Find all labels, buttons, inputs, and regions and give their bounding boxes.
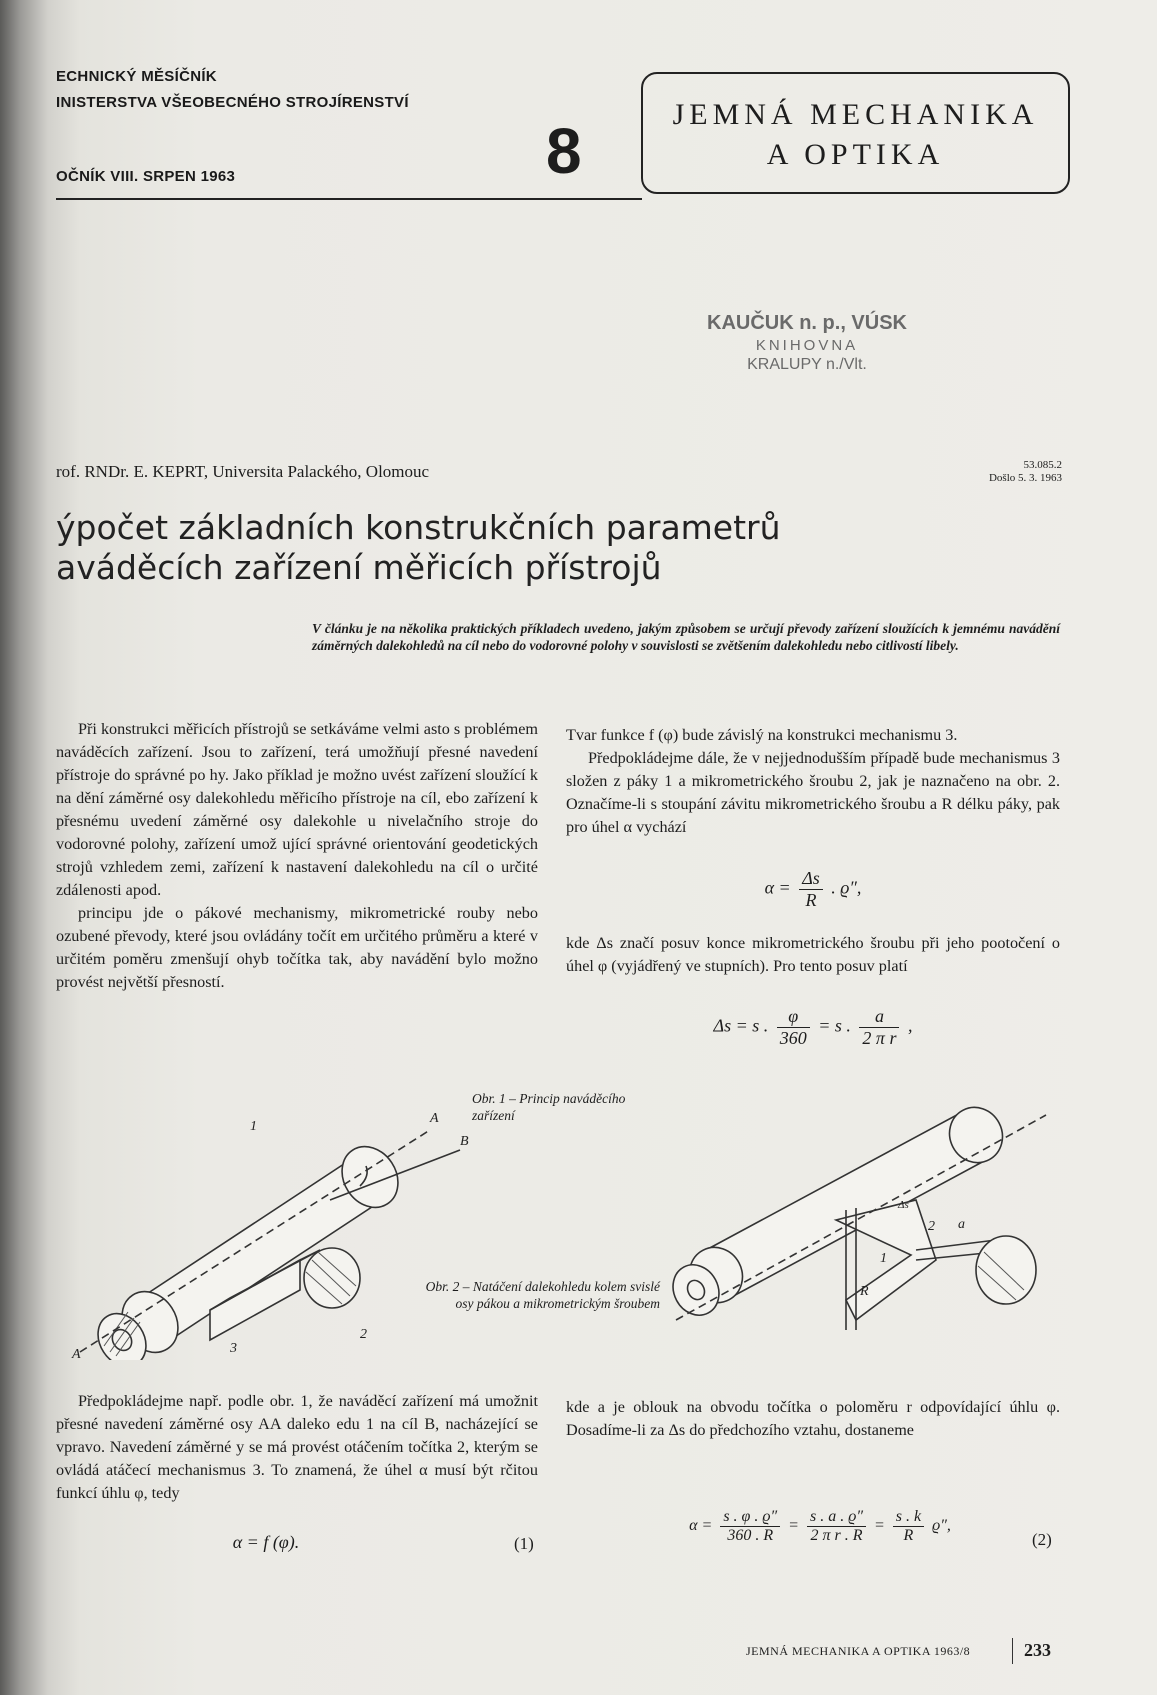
- fig2-label-a: a: [958, 1217, 965, 1232]
- equation-alpha: α = $\frac{\Delta s}{R}$ . ϱ″,: [764, 868, 862, 910]
- fig1-label-b: B: [460, 1134, 469, 1149]
- equation-1: α = f (φ).: [232, 1532, 300, 1552]
- stamp-line1: KAUČUK n. p., VÚSK: [707, 312, 907, 334]
- figure-2-diagram: [666, 1090, 1066, 1345]
- knob-shape: [304, 1248, 360, 1308]
- article-abstract: V článku je na několika praktických příkladech uvedeno, jakým způsobem se určují převody zařízení sloužících k jemnému navádění záměrných dalekohledů na cíl nebo do vodorovné polohy v souvislosti se zvětšením dalekohledu nebo citlivostí libely.: [312, 621, 1060, 653]
- stamp-line2: KNIHOVNA: [755, 337, 859, 354]
- equation-2-number: (2): [1032, 1530, 1052, 1549]
- fig1-label-3: 3: [230, 1341, 237, 1356]
- paragraph: Předpokládejme dále, že v nejjednodušším případě bude mechanismus 3 složen z páky 1 a mikrometrického šroubu 2, jak je naznačeno na obr. 2. Označíme-li s stoupání závitu mikrometrického šroubu a R délku páky, pak pro úhel α vychází: [566, 749, 1060, 836]
- right-column-top: [566, 724, 1060, 839]
- article-title-line2: aváděcích zařízení měřicích přístrojů: [56, 548, 662, 587]
- left-column-top: [56, 718, 538, 994]
- library-stamp: [672, 312, 942, 374]
- fig2-label-ds: Δs: [898, 1199, 909, 1211]
- figure-2-caption: Obr. 2 – Natáčení dalekohledu kolem svislé osy pákou a mikrometrickým šroubem: [425, 1279, 660, 1311]
- fig1-label-2: 2: [360, 1327, 367, 1342]
- paragraph: Předpokládejme např. podle obr. 1, že naváděcí zařízení má umožnit přesné navedení záměrné osy AA daleko edu 1 na cíl B, nacházející se vpravo. Navedení záměrné y se má provést otáčením točítka 2, kterým se ovládá atáčecí mechanismus 3. To znamená, že úhel α musí být rčitou funkcí úhlu φ, tedy: [56, 1392, 538, 1502]
- footer-divider: [1012, 1638, 1013, 1664]
- equation-ds: Δs = s . $\frac{\varphi}{360}$ = s . $\frac{a}{\text{2 π r}}$ ,: [713, 1006, 913, 1048]
- micrometer-screw: [916, 1236, 1036, 1304]
- figure-1-caption: Obr. 1 – Princip naváděcího zařízení: [472, 1091, 626, 1123]
- stamp-line3: KRALUPY n./Vlt.: [747, 356, 867, 373]
- issue-number: 8: [546, 115, 582, 187]
- fig1-label-a-top: A: [430, 1111, 439, 1126]
- header-rule: [56, 198, 642, 200]
- telescope-shape: [666, 1098, 1012, 1323]
- right-column-mid: [566, 932, 1060, 978]
- paragraph: principu jde o pákové mechanismy, mikrometrické rouby nebo ozubené převody, které jsou ovládány točít em určitého průměru a které v určitém poměru zmenšují ohyb točítka tak, aby navádění bylo možno provést největší přesností.: [56, 904, 538, 991]
- article-title-line1: ýpočet základních konstrukčních parametrů: [56, 508, 781, 547]
- journal-title-line1: JEMNÁ MECHANIKA: [672, 98, 1039, 131]
- fig2-label-r: R: [860, 1284, 869, 1299]
- paragraph: kde a je oblouk na obvodu točítka o poloměru r odpovídající úhlu φ. Dosadíme-li za Δs do předchozího vztahu, dostaneme: [566, 1398, 1060, 1439]
- received-date: Došlo 5. 3. 1963: [988, 472, 1062, 484]
- left-column-bottom: [56, 1390, 538, 1505]
- fig2-label-1: 1: [880, 1251, 887, 1266]
- journal-title-line2: A OPTIKA: [766, 138, 945, 171]
- journal-publisher-line1: ECHNICKÝ MĚSÍČNÍK: [56, 68, 217, 85]
- journal-publisher-line2: INISTERSTVA VŠEOBECNÉHO STROJÍRENSTVÍ: [56, 94, 409, 111]
- equation-2: α = $\frac{s . \varphi . ϱ''}{360 . R}$ = $\frac{s . a . ϱ''}{\text{2 π r . R}}$ = $\frac{s . k}{R}$ ϱ″,: [689, 1508, 951, 1544]
- journal-title-box: [641, 72, 1070, 194]
- udc-classification: 53.085.2: [1023, 459, 1062, 471]
- fig1-label-a-bottom: A: [72, 1347, 81, 1360]
- right-column-bottom: [566, 1396, 1060, 1442]
- author-line: rof. RNDr. E. KEPRT, Universita Palackého, Olomouc: [56, 462, 430, 481]
- fig1-label-1: 1: [250, 1119, 257, 1134]
- running-footer: JEMNÁ MECHANIKA A OPTIKA 1963/8: [746, 1644, 971, 1658]
- figure-1-diagram: [60, 1090, 500, 1360]
- equation-1-number: (1): [514, 1534, 534, 1553]
- paragraph: Tvar funkce f (φ) bude závislý na konstrukci mechanismu 3.: [566, 726, 958, 744]
- paragraph: kde Δs značí posuv konce mikrometrického šroubu při jeho pootočení o úhel φ (vyjádřený ve stupních). Pro tento posuv platí: [566, 934, 1060, 975]
- fig2-label-2: 2: [928, 1219, 935, 1234]
- page-number: 233: [1024, 1640, 1051, 1660]
- paragraph: Při konstrukci měřicích přístrojů se setkáváme velmi asto s problémem naváděcích zařízení. Jsou to zařízení, terá umožňují přesné navedení přístroje do správné po hy. Jako příklad je možno uvést zařízení sloužící k na dění záměrné osy dalekohledu měřicího přístroje na cíl, ebo zařízení k přesnému uvedení záměrné osy dalekohle u nivelačního stroje do vodorovné polohy, zařízení umož ující správné orientování geodetických strojů vzhledem zemi, zařízení k nastavení dalekohledu na cíl o určité zdálenosti apod.: [56, 720, 538, 899]
- journal-volume: OČNÍK VIII. SRPEN 1963: [56, 168, 236, 185]
